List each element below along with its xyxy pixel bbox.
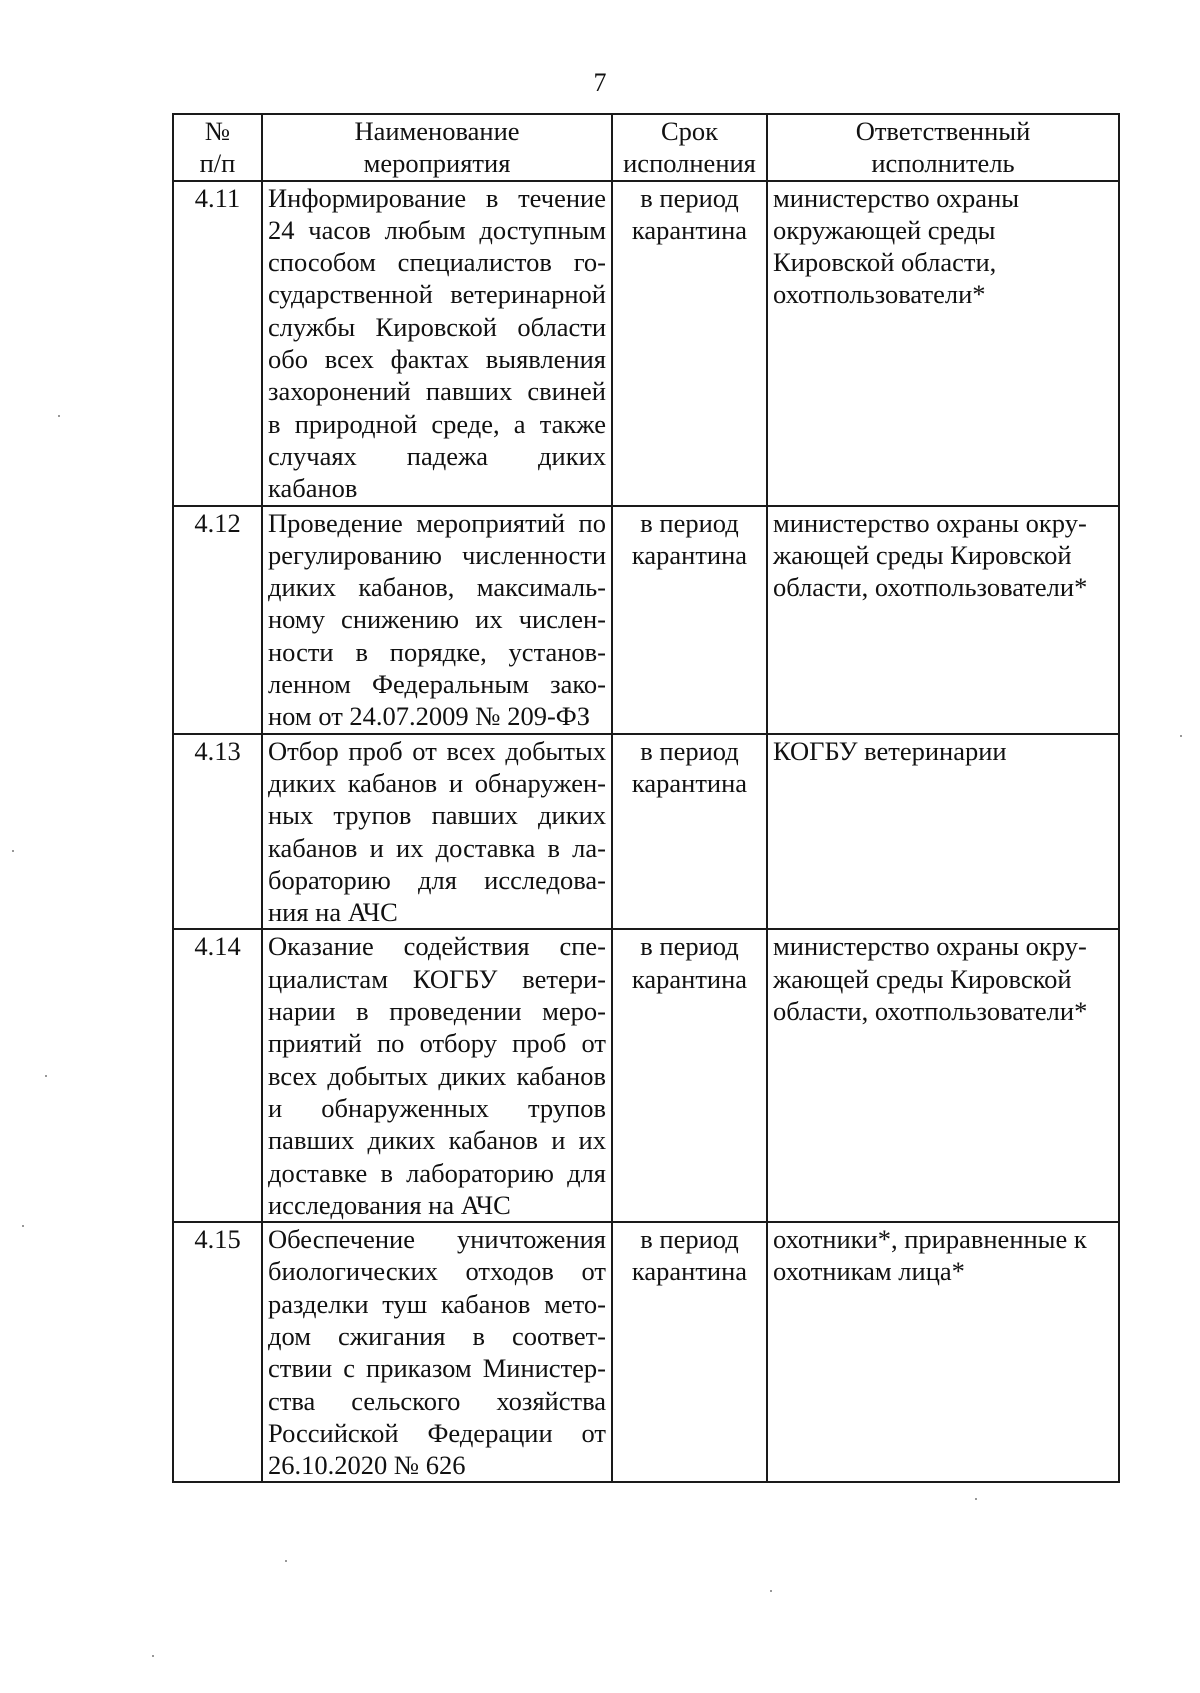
header-term-line: исполнения bbox=[623, 148, 756, 179]
measure-name-line: циалистам КОГБУ ветери- bbox=[268, 963, 606, 994]
row-number: 4.15 bbox=[173, 1222, 262, 1482]
deadline-cell bbox=[612, 506, 767, 734]
deadline-line: в период bbox=[640, 931, 739, 962]
row-number: 4.13 bbox=[173, 734, 262, 930]
responsible-party-line: охотпользователи* bbox=[773, 279, 986, 310]
responsible-party-line: охотники*, приравненные к bbox=[773, 1224, 1087, 1255]
table-row bbox=[173, 929, 1119, 1222]
measure-name-line: бораторию для исследова- bbox=[268, 864, 606, 895]
header-num-line: п/п bbox=[199, 148, 236, 179]
measure-name-line: Обеспечение уничтожения bbox=[268, 1224, 606, 1255]
row-number: 4.12 bbox=[173, 506, 262, 734]
measure-name-line: приятий по отбору проб от bbox=[268, 1028, 606, 1059]
header-name bbox=[262, 114, 612, 181]
measure-name-line: кабанов bbox=[268, 473, 358, 504]
scan-speck bbox=[770, 1590, 772, 1592]
measure-name-line: службы Кировской области bbox=[268, 311, 606, 342]
measure-name-line: ных трупов павших диких bbox=[268, 800, 606, 831]
responsible-party-line: окружающей среды bbox=[773, 214, 996, 245]
measure-name-line: всех добытых диких кабанов bbox=[268, 1060, 606, 1091]
measure-name-line: разделки туш кабанов мето- bbox=[268, 1288, 606, 1319]
measure-name-cell bbox=[262, 1222, 612, 1482]
deadline-cell bbox=[612, 734, 767, 930]
deadline-cell bbox=[612, 1222, 767, 1482]
deadline-line: в период bbox=[640, 182, 739, 213]
responsible-party-line: КОГБУ ветеринарии bbox=[773, 735, 1007, 766]
deadline-line: карантина bbox=[631, 214, 748, 245]
responsible-party-line: охотникам лица* bbox=[773, 1256, 965, 1287]
responsible-party-line: Кировской области, bbox=[773, 247, 997, 278]
header-responsible-line: исполнитель bbox=[871, 148, 1015, 179]
measure-name-line: 24 часов любым доступным bbox=[268, 214, 606, 245]
measure-name-line: Оказание содействия спе- bbox=[268, 931, 606, 962]
measure-name-line: Проведение мероприятий по bbox=[268, 507, 606, 538]
header-name-line: Наименование bbox=[354, 116, 520, 146]
measure-name-line: ства сельского хозяйства bbox=[268, 1385, 606, 1416]
deadline-line: в период bbox=[640, 507, 739, 538]
table-row bbox=[173, 1222, 1119, 1482]
deadline-line: в период bbox=[640, 735, 739, 766]
measure-name-line: диких кабанов и обнаружен- bbox=[268, 767, 606, 798]
header-term bbox=[612, 114, 767, 181]
measure-name-line: доставке в лабораторию для bbox=[268, 1157, 606, 1188]
responsible-party-cell bbox=[767, 734, 1119, 930]
measure-name-cell bbox=[262, 734, 612, 930]
header-num bbox=[173, 114, 262, 181]
measure-name-line: случаях падежа диких bbox=[268, 440, 606, 471]
table-header-row bbox=[173, 114, 1119, 181]
scan-speck bbox=[1180, 735, 1182, 737]
header-responsible bbox=[767, 114, 1119, 181]
measure-name-cell bbox=[262, 181, 612, 506]
header-term-line: Срок bbox=[660, 116, 719, 146]
measure-name-cell bbox=[262, 929, 612, 1222]
scan-speck bbox=[22, 1225, 24, 1227]
responsible-party-line: министерство охраны bbox=[773, 182, 1020, 213]
table-row bbox=[173, 734, 1119, 930]
deadline-line: карантина bbox=[631, 767, 748, 798]
measure-name-line: ном от 24.07.2009 № 209-ФЗ bbox=[268, 701, 590, 732]
measure-name-line: диких кабанов, максималь- bbox=[268, 572, 606, 603]
table-row bbox=[173, 506, 1119, 734]
responsible-party-line: жающей среды Кировской bbox=[773, 539, 1072, 570]
measures-table bbox=[172, 113, 1120, 1483]
header-responsible-line: Ответственный bbox=[855, 116, 1031, 146]
measure-name-line: ствии с приказом Министер- bbox=[268, 1353, 606, 1384]
measure-name-line: нарии в проведении меро- bbox=[268, 996, 606, 1027]
responsible-party-cell bbox=[767, 929, 1119, 1222]
deadline-cell bbox=[612, 929, 767, 1222]
responsible-party-cell bbox=[767, 1222, 1119, 1482]
deadline-line: в период bbox=[640, 1224, 739, 1255]
row-number: 4.11 bbox=[173, 181, 262, 506]
responsible-party-line: жающей среды Кировской bbox=[773, 963, 1072, 994]
scan-speck bbox=[152, 1655, 154, 1657]
measure-name-line: захоронений павших свиней bbox=[268, 376, 606, 407]
measure-name-line: 26.10.2020 № 626 bbox=[268, 1450, 466, 1481]
table-row bbox=[173, 181, 1119, 506]
measure-name-line: обо всех фактах выявления bbox=[268, 344, 606, 375]
header-name-line: мероприятия bbox=[363, 148, 511, 179]
row-number: 4.14 bbox=[173, 929, 262, 1222]
responsible-party-line: министерство охраны окру- bbox=[773, 931, 1087, 962]
measure-name-line: сударственной ветеринарной bbox=[268, 279, 606, 310]
measure-name-line: ному снижению их числен- bbox=[268, 604, 606, 635]
measure-name-line: ния на АЧС bbox=[268, 897, 398, 928]
page-number: 7 bbox=[593, 68, 607, 97]
scan-speck bbox=[975, 1498, 977, 1500]
measure-name-line: Российской Федерации от bbox=[268, 1417, 606, 1448]
responsible-party-line: министерство охраны окру- bbox=[773, 507, 1087, 538]
header-num-line: № bbox=[204, 116, 231, 146]
measure-name-line: исследования на АЧС bbox=[268, 1189, 511, 1220]
measure-name-line: павших диких кабанов и их bbox=[268, 1125, 606, 1156]
responsible-party-cell bbox=[767, 181, 1119, 506]
measure-name-line: Информирование в течение bbox=[268, 182, 606, 213]
scan-speck bbox=[12, 850, 14, 852]
scan-speck bbox=[58, 415, 60, 417]
responsible-party-line: области, охотпользователи* bbox=[773, 996, 1088, 1027]
measure-name-line: регулированию численности bbox=[268, 539, 606, 570]
measure-name-line: в природной среде, а также bbox=[268, 408, 606, 439]
measure-name-line: биологических отходов от bbox=[268, 1256, 606, 1287]
scan-speck bbox=[285, 1560, 287, 1562]
measure-name-cell bbox=[262, 506, 612, 734]
deadline-line: карантина bbox=[631, 539, 748, 570]
measure-name-line: дом сжигания в соответ- bbox=[268, 1320, 606, 1351]
deadline-line: карантина bbox=[631, 963, 748, 994]
measure-name-line: Отбор проб от всех добытых bbox=[268, 735, 606, 766]
deadline-line: карантина bbox=[631, 1256, 748, 1287]
measure-name-line: способом специалистов го- bbox=[268, 247, 606, 278]
deadline-cell bbox=[612, 181, 767, 506]
scan-speck bbox=[45, 1075, 47, 1077]
measure-name-line: ленном Федеральным зако- bbox=[268, 669, 606, 700]
measure-name-line: кабанов и их доставка в ла- bbox=[268, 832, 606, 863]
responsible-party-line: области, охотпользователи* bbox=[773, 572, 1088, 603]
measure-name-line: ности в порядке, установ- bbox=[268, 636, 606, 667]
measure-name-line: и обнаруженных трупов bbox=[268, 1092, 606, 1123]
responsible-party-cell bbox=[767, 506, 1119, 734]
